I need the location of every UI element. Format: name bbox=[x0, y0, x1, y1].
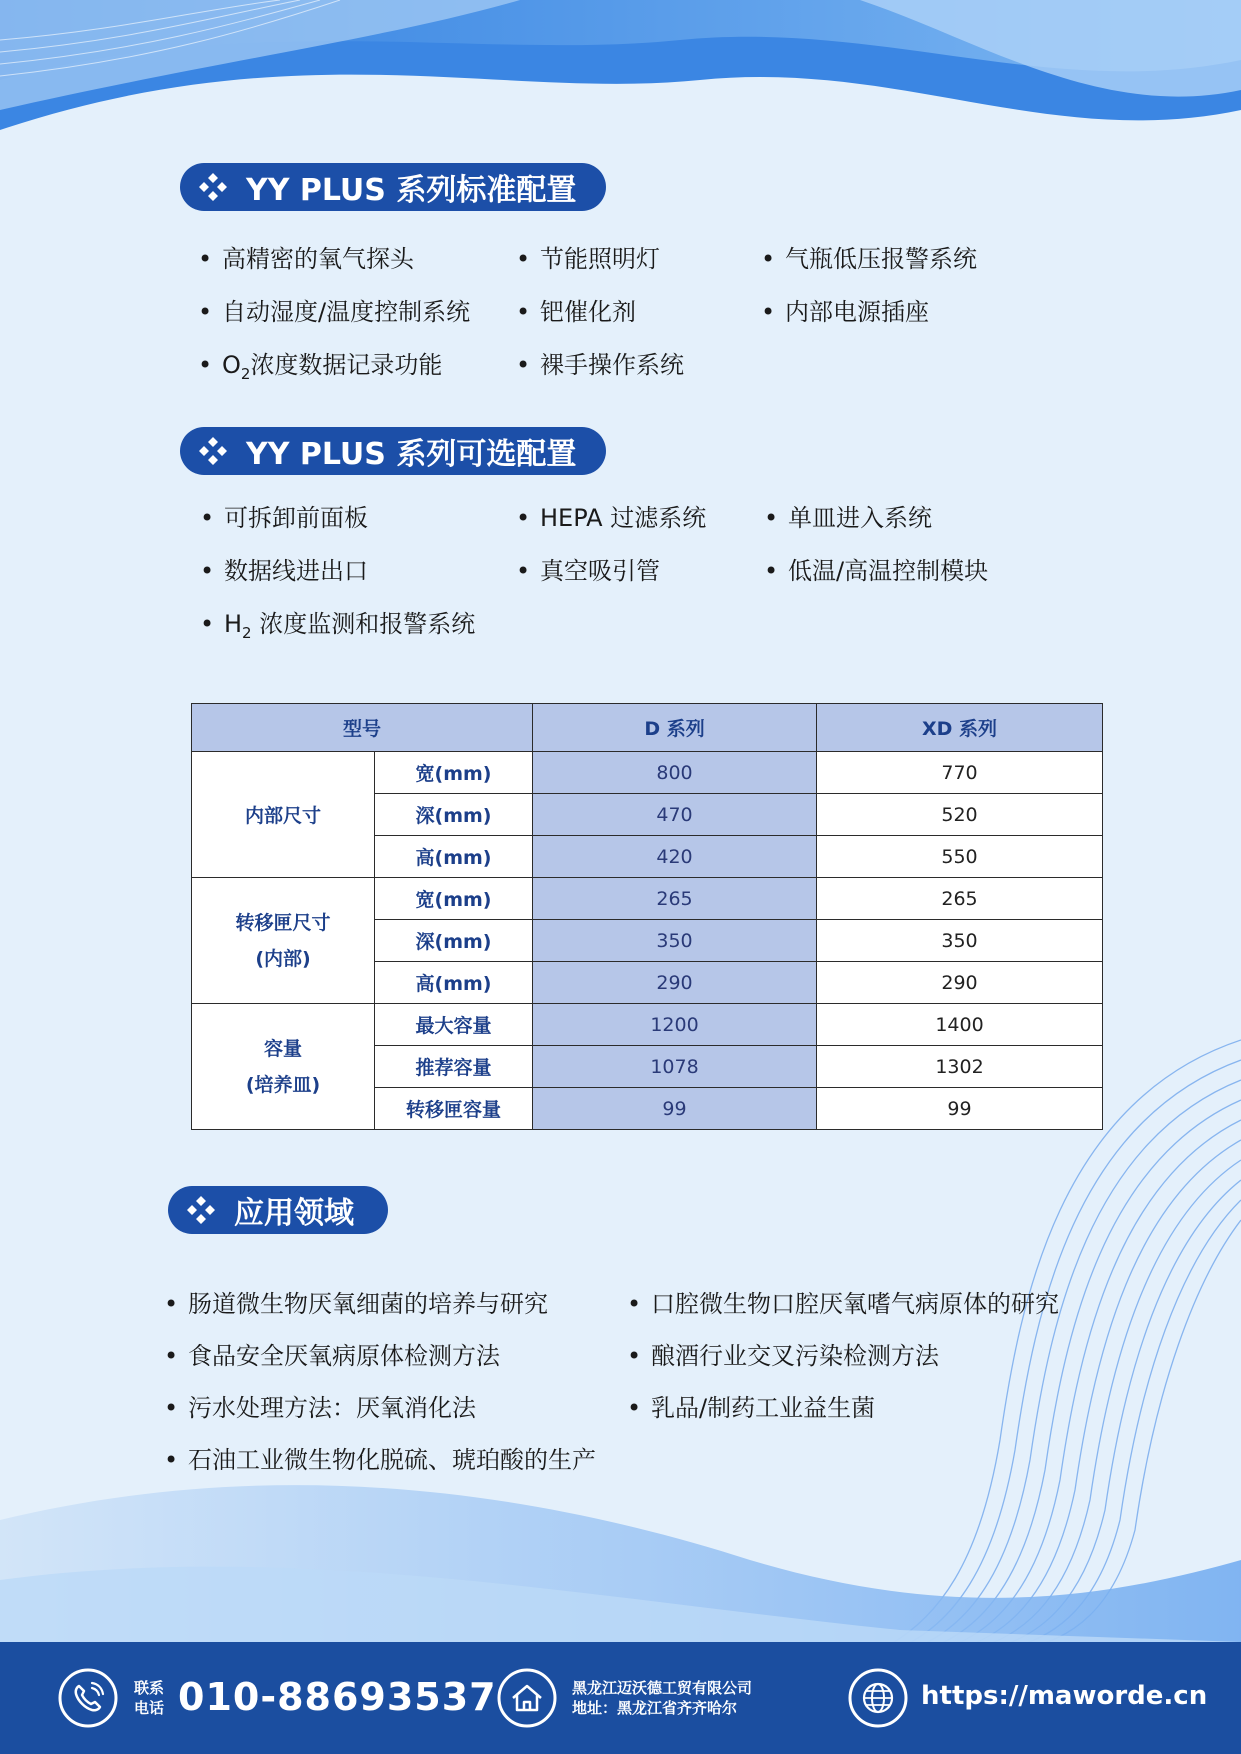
phone-number[interactable]: 010-88693537 bbox=[178, 1675, 497, 1719]
list-item: • 石油工业微生物化脱硫、琥珀酸的生产 bbox=[164, 1434, 596, 1486]
list-item: • 内部电源插座 bbox=[761, 286, 977, 339]
group-name: 容量 bbox=[263, 1037, 302, 1060]
applications-title: 应用领域 bbox=[234, 1196, 354, 1231]
h2-prefix: H bbox=[224, 610, 243, 638]
o2-prefix: O bbox=[222, 351, 241, 379]
row-label: 宽(mm) bbox=[375, 878, 533, 920]
list-item: • HEPA 过滤系统 bbox=[516, 492, 706, 545]
list-item: • 酿酒行业交叉污染检测方法 bbox=[627, 1330, 1059, 1382]
diamond-icon bbox=[198, 172, 228, 202]
row-label: 高(mm) bbox=[375, 836, 533, 878]
row-label: 深(mm) bbox=[375, 920, 533, 962]
header-xd-series: XD 系列 bbox=[817, 704, 1103, 752]
list-item: • 自动湿度/温度控制系统 bbox=[198, 286, 470, 339]
list-item: • 单皿进入系统 bbox=[764, 492, 988, 545]
xd-value: 550 bbox=[817, 836, 1103, 878]
phone-label-line1: 联系 bbox=[134, 1679, 165, 1697]
optional-config-header bbox=[180, 427, 606, 475]
xd-value: 290 bbox=[817, 962, 1103, 1004]
diamond-icon bbox=[198, 436, 228, 466]
list-item: • 污水处理方法：厌氧消化法 bbox=[164, 1382, 596, 1434]
xd-value: 350 bbox=[817, 920, 1103, 962]
list-item bbox=[200, 598, 475, 660]
phone-label-line2: 电话 bbox=[134, 1699, 165, 1717]
standard-list-col1 bbox=[198, 233, 470, 401]
header-d-series: D 系列 bbox=[533, 704, 817, 752]
d-value: 290 bbox=[533, 962, 817, 1004]
o2-rest: 浓度数据记录功能 bbox=[250, 351, 443, 379]
row-label: 宽(mm) bbox=[375, 752, 533, 794]
standard-list-col2 bbox=[516, 233, 684, 392]
optional-config-title: YY PLUS 系列可选配置 bbox=[246, 437, 577, 472]
xd-value: 520 bbox=[817, 794, 1103, 836]
globe-icon bbox=[848, 1668, 908, 1728]
home-icon bbox=[497, 1668, 557, 1728]
d-value: 1078 bbox=[533, 1046, 817, 1088]
list-item: • 口腔微生物口腔厌氧嗜气病原体的研究 bbox=[627, 1278, 1059, 1330]
company-name: 黑龙江迈沃德工贸有限公司 bbox=[572, 1679, 753, 1697]
optional-list-col3 bbox=[764, 492, 988, 598]
list-item: • 气瓶低压报警系统 bbox=[761, 233, 977, 286]
standard-list-col3 bbox=[761, 233, 977, 339]
diamond-icon bbox=[186, 1195, 216, 1225]
group-label bbox=[192, 1004, 375, 1130]
company-address: 地址：黑龙江省齐齐哈尔 bbox=[572, 1699, 738, 1717]
row-label: 最大容量 bbox=[375, 1004, 533, 1046]
list-item: • 钯催化剂 bbox=[516, 286, 684, 339]
applications-list-col2 bbox=[627, 1278, 1059, 1434]
xd-value: 1400 bbox=[817, 1004, 1103, 1046]
list-item: • 肠道微生物厌氧细菌的培养与研究 bbox=[164, 1278, 596, 1330]
list-item: • 数据线进出口 bbox=[200, 545, 475, 598]
phone-icon bbox=[58, 1668, 118, 1728]
website-link[interactable]: https://maworde.cn bbox=[921, 1681, 1208, 1711]
group-name-sub: (内部) bbox=[255, 947, 311, 970]
xd-value: 770 bbox=[817, 752, 1103, 794]
list-item: • 乳品/制药工业益生菌 bbox=[627, 1382, 1059, 1434]
footer-bar bbox=[0, 1642, 1241, 1754]
row-label: 高(mm) bbox=[375, 962, 533, 1004]
applications-header bbox=[168, 1186, 388, 1234]
optional-list-col1 bbox=[200, 492, 475, 660]
d-value: 800 bbox=[533, 752, 817, 794]
group-label bbox=[192, 752, 375, 878]
phone-label bbox=[134, 1678, 164, 1718]
group-name: 转移匣尺寸 bbox=[235, 911, 331, 934]
table-header-row bbox=[192, 704, 1103, 752]
list-item: • 裸手操作系统 bbox=[516, 339, 684, 392]
table-row bbox=[192, 878, 1103, 920]
d-value: 470 bbox=[533, 794, 817, 836]
xd-value: 99 bbox=[817, 1088, 1103, 1130]
d-value: 350 bbox=[533, 920, 817, 962]
table-row bbox=[192, 752, 1103, 794]
list-item: • 可拆卸前面板 bbox=[200, 492, 475, 545]
standard-config-title: YY PLUS 系列标准配置 bbox=[246, 173, 577, 208]
d-value: 420 bbox=[533, 836, 817, 878]
list-item: • 低温/高温控制模块 bbox=[764, 545, 988, 598]
xd-value: 1302 bbox=[817, 1046, 1103, 1088]
h2-subscript: 2 bbox=[242, 623, 252, 642]
optional-list-col2 bbox=[516, 492, 706, 598]
group-name-sub: (培养皿) bbox=[245, 1073, 321, 1096]
list-item: • 真空吸引管 bbox=[516, 545, 706, 598]
row-label: 深(mm) bbox=[375, 794, 533, 836]
applications-list-col1 bbox=[164, 1278, 596, 1486]
company-info bbox=[572, 1678, 752, 1718]
header-model: 型号 bbox=[192, 704, 533, 752]
spec-table bbox=[191, 703, 1103, 1130]
group-label bbox=[192, 878, 375, 1004]
standard-config-header bbox=[180, 163, 606, 211]
xd-value: 265 bbox=[817, 878, 1103, 920]
group-name: 内部尺寸 bbox=[244, 805, 321, 827]
d-value: 99 bbox=[533, 1088, 817, 1130]
list-item: • 节能照明灯 bbox=[516, 233, 684, 286]
h2-rest: 浓度监测和报警系统 bbox=[251, 610, 476, 638]
list-item: • 高精密的氧气探头 bbox=[198, 233, 470, 286]
table-row bbox=[192, 1004, 1103, 1046]
list-item bbox=[198, 339, 470, 401]
row-label: 转移匣容量 bbox=[375, 1088, 533, 1130]
d-value: 1200 bbox=[533, 1004, 817, 1046]
row-label: 推荐容量 bbox=[375, 1046, 533, 1088]
list-item: • 食品安全厌氧病原体检测方法 bbox=[164, 1330, 596, 1382]
o2-subscript: 2 bbox=[240, 364, 251, 383]
d-value: 265 bbox=[533, 878, 817, 920]
